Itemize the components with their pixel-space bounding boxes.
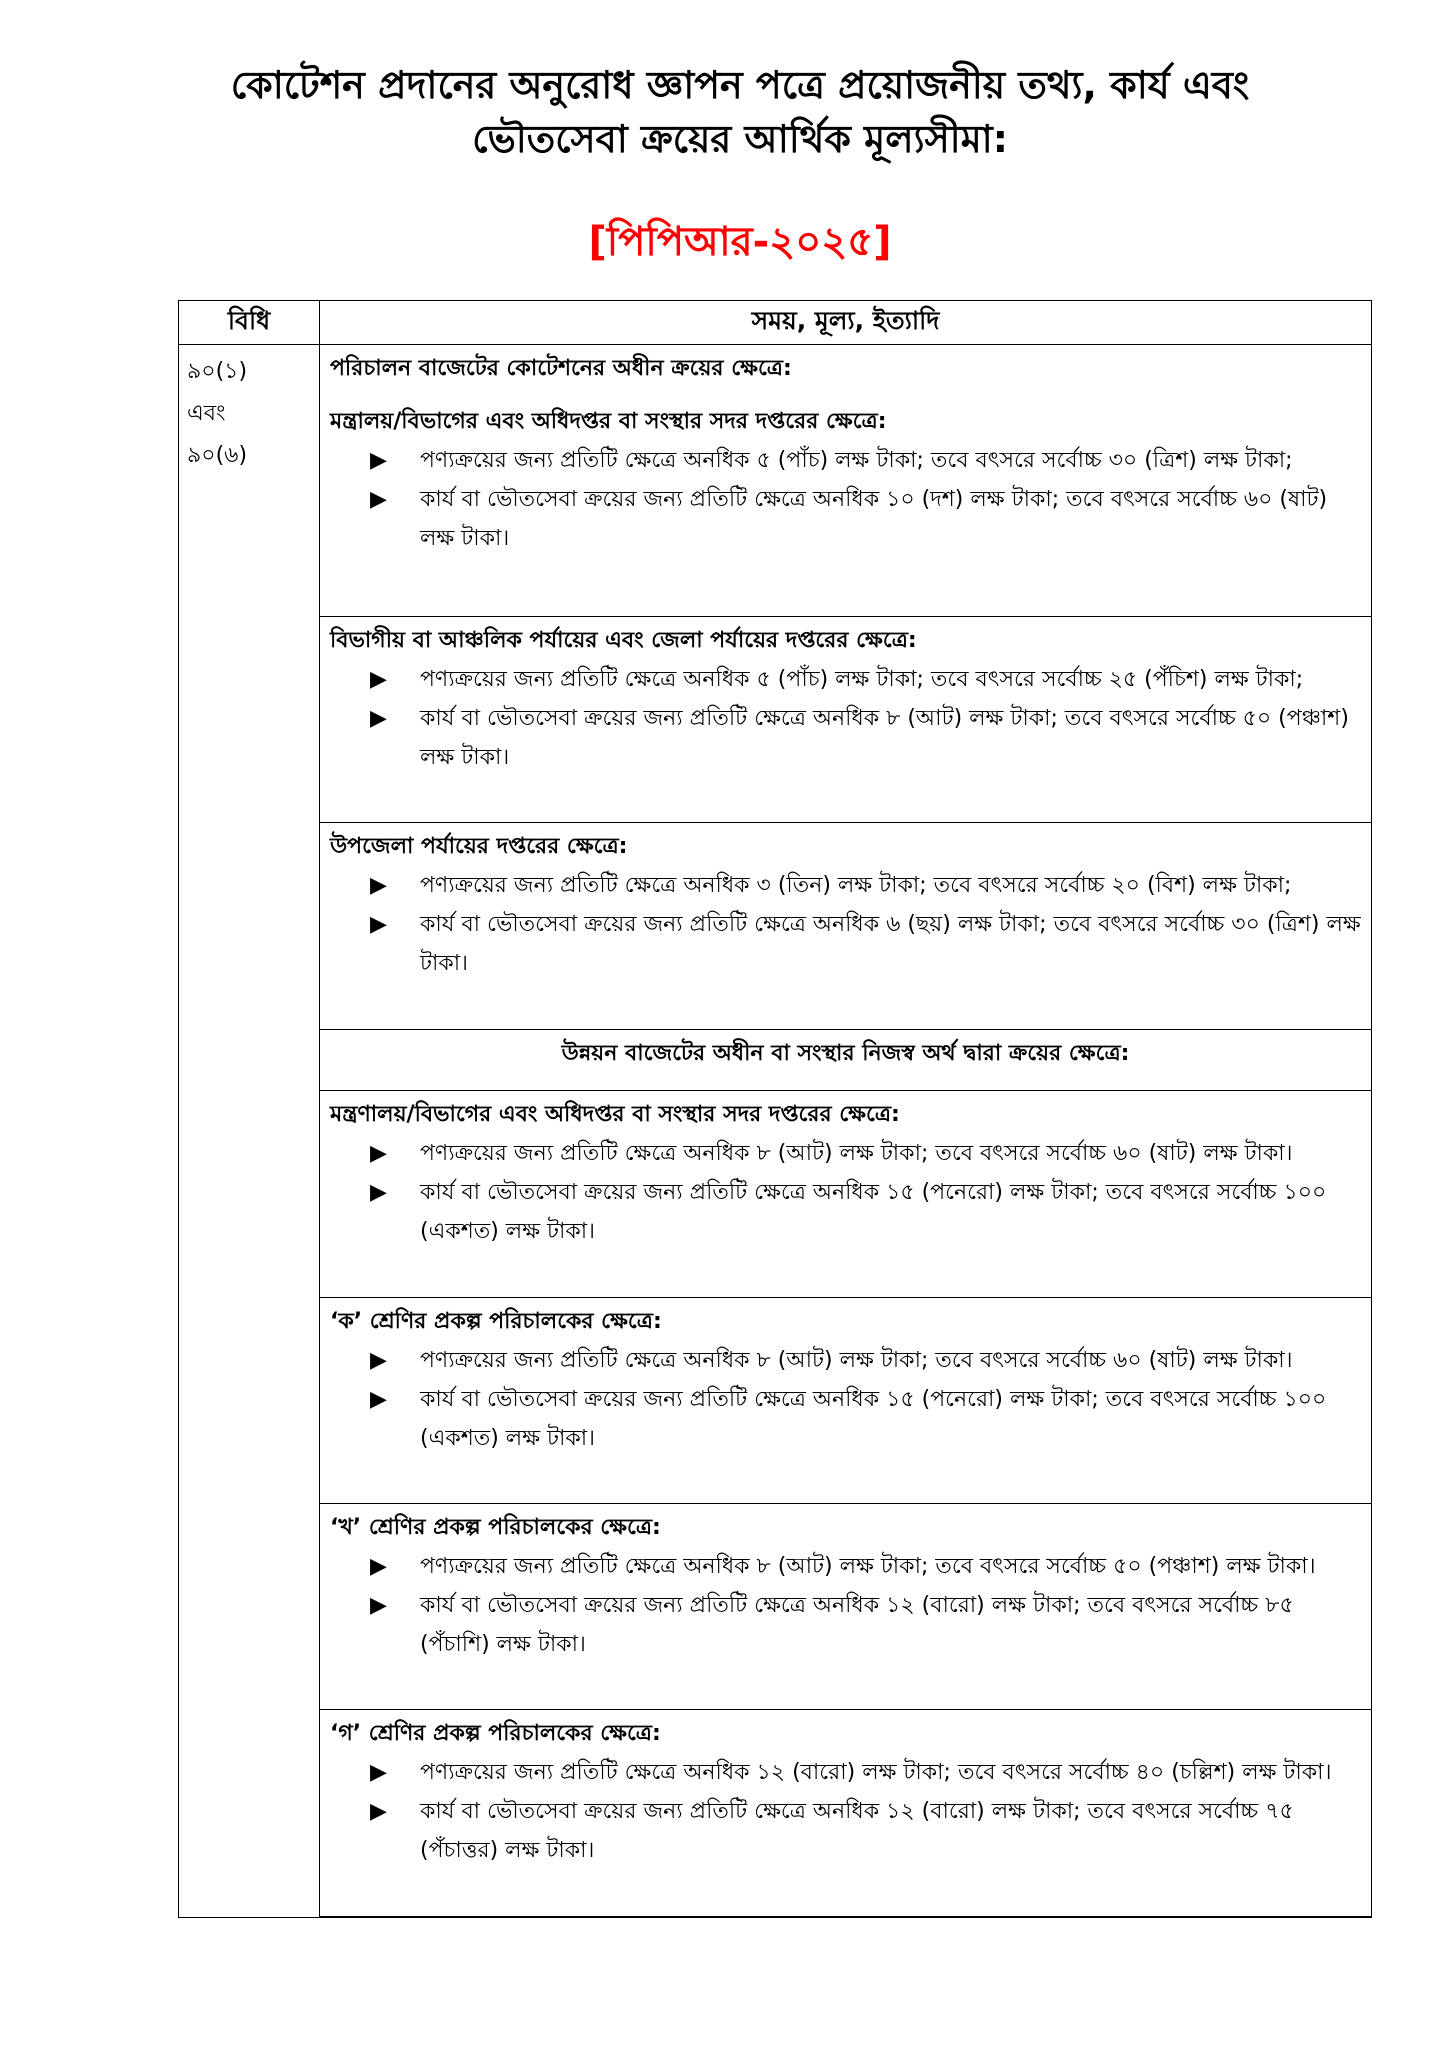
list-item: [370, 866, 1361, 905]
rule-ref-line: এবং: [187, 401, 226, 426]
right-triangle-icon: ▶: [370, 1347, 387, 1373]
bullet-list: [330, 1134, 1361, 1251]
section-cell: [320, 1710, 1372, 1916]
list-item: [370, 1586, 1361, 1664]
list-item-text: কার্য বা ভৌতসেবা ক্রয়ের জন্য প্রতিটি ক্ষেত্রে অনধিক ১৫ (পনেরো) লক্ষ টাকা; তবে বৎসরে সর্বোচ্চ ১০০ (একশত) লক্ষ টাকা।: [420, 1180, 1327, 1245]
section-cell: [320, 345, 1372, 617]
rule-ref-line: ৯০(৬): [187, 443, 248, 468]
bullet-list: [330, 660, 1361, 777]
list-item: [370, 441, 1361, 480]
list-item-text: কার্য বা ভৌতসেবা ক্রয়ের জন্য প্রতিটি ক্ষেত্রে অনধিক ১২ (বারো) লক্ষ টাকা; তবে বৎসরে সর্বোচ্চ ৮৫ (পঁচাশি) লক্ষ টাকা।: [420, 1593, 1294, 1657]
section-title: মন্ত্রণালয়/বিভাগের এবং অধিদপ্তর বা সংস্থার সদর দপ্তরের ক্ষেত্রে:: [330, 1102, 900, 1128]
right-triangle-icon: ▶: [370, 1593, 387, 1618]
bullet-list: [330, 441, 1361, 558]
list-item-text: পণ্যক্রয়ের জন্য প্রতিটি ক্ষেত্রে অনধিক ৮ (আট) লক্ষ টাকা; তবে বৎসরে সর্বোচ্চ ৬০ (ষাট) লক্ষ টাকা।: [420, 1141, 1293, 1167]
section-title: ‘গ’ শ্রেণির প্রকল্প পরিচালকের ক্ষেত্রে:: [330, 1721, 661, 1747]
list-item-text: কার্য বা ভৌতসেবা ক্রয়ের জন্য প্রতিটি ক্ষেত্রে অনধিক ৮ (আট) লক্ষ টাকা; তবে বৎসরে সর্বোচ্চ ৫০ (পঞ্চাশ) লক্ষ টাকা।: [420, 705, 1349, 770]
list-item-text: পণ্যক্রয়ের জন্য প্রতিটি ক্ষেত্রে অনধিক ৫ (পাঁচ) লক্ষ টাকা; তবে বৎসরে সর্বোচ্চ ৩০ (ত্রিশ) লক্ষ টাকা;: [420, 448, 1293, 473]
bullet-list: [330, 1753, 1361, 1870]
list-item-text: পণ্যক্রয়ের জন্য প্রতিটি ক্ষেত্রে অনধিক ৫ (পাঁচ) লক্ষ টাকা; তবে বৎসরে সর্বোচ্চ ২৫ (পঁচিশ) লক্ষ টাকা;: [420, 666, 1304, 692]
bullet-list: [330, 1547, 1361, 1664]
list-item: [370, 480, 1361, 558]
procurement-limits-table: [178, 300, 1372, 1918]
list-item-text: কার্য বা ভৌতসেবা ক্রয়ের জন্য প্রতিটি ক্ষেত্রে অনধিক ৬ (ছয়) লক্ষ টাকা; তবে বৎসরে সর্বোচ্চ ৩০ (ত্রিশ) লক্ষ টাকা।: [420, 912, 1361, 977]
right-triangle-icon: ▶: [370, 1386, 387, 1412]
table-header-row: [179, 301, 1372, 345]
right-triangle-icon: ▶: [370, 873, 387, 899]
list-item-text: পণ্যক্রয়ের জন্য প্রতিটি ক্ষেত্রে অনধিক ১২ (বারো) লক্ষ টাকা; তবে বৎসরে সর্বোচ্চ ৪০ (চল্লিশ) লক্ষ টাকা।: [420, 1760, 1332, 1786]
list-item-text: পণ্যক্রয়ের জন্য প্রতিটি ক্ষেত্রে অনধিক ৮ (আট) লক্ষ টাকা; তবে বৎসরে সর্বোচ্চ ৬০ (ষাট) লক্ষ টাকা।: [420, 1347, 1293, 1373]
list-item: [370, 660, 1361, 699]
table-row: [179, 345, 1372, 617]
bullet-list: [330, 1341, 1361, 1458]
bullet-list: [330, 866, 1361, 983]
section-title: উপজেলা পর্যায়ের দপ্তরের ক্ষেত্রে:: [330, 834, 628, 860]
right-triangle-icon: ▶: [370, 1760, 387, 1786]
table-row: [179, 1297, 1372, 1503]
list-item: [370, 1134, 1361, 1173]
section-cell: [320, 823, 1372, 1029]
list-item: [370, 905, 1361, 983]
section-title: মন্ত্রালয়/বিভাগের এবং অধিদপ্তর বা সংস্থার সদর দপ্তরের ক্ষেত্রে:: [330, 409, 887, 434]
empty-cell: [320, 1916, 1372, 1917]
right-triangle-icon: ▶: [370, 1180, 387, 1206]
document-subtitle: [পিপিআর-২০২৫]: [588, 219, 892, 265]
right-triangle-icon: ▶: [370, 666, 387, 692]
right-triangle-icon: ▶: [370, 912, 387, 938]
section-title: ‘খ’ শ্রেণির প্রকল্প পরিচালকের ক্ষেত্রে:: [330, 1515, 661, 1540]
section-title: ‘ক’ শ্রেণির প্রকল্প পরিচালকের ক্ষেত্রে:: [330, 1308, 662, 1334]
development-heading-cell: [320, 1029, 1372, 1091]
list-item: [370, 1173, 1361, 1251]
table-row: [179, 1091, 1372, 1297]
section-cell: [320, 616, 1372, 822]
table-row: [179, 823, 1372, 1029]
document-title: কোটেশন প্রদানের অনুরোধ জ্ঞাপন পত্রে প্রয়োজনীয় তথ্য, কার্য এবং ভৌতসেবা ক্রয়ের আর্থিক মূল্যসীমা:: [230, 63, 1250, 161]
list-item-text: পণ্যক্রয়ের জন্য প্রতিটি ক্ষেত্রে অনধিক ৮ (আট) লক্ষ টাকা; তবে বৎসরে সর্বোচ্চ ৫০ (পঞ্চাশ) লক্ষ টাকা।: [420, 1554, 1316, 1579]
rule-reference-cell: [179, 345, 320, 1918]
table-row: [179, 1710, 1372, 1916]
list-item: [370, 1547, 1361, 1586]
right-triangle-icon: ▶: [370, 705, 387, 731]
development-budget-heading: উন্নয়ন বাজেটের অধীন বা সংস্থার নিজস্ব অর্থ দ্বারা ক্রয়ের ক্ষেত্রে:: [561, 1040, 1130, 1066]
list-item-text: কার্য বা ভৌতসেবা ক্রয়ের জন্য প্রতিটি ক্ষেত্রে অনধিক ১০ (দশ) লক্ষ টাকা; তবে বৎসরে সর্বোচ্চ ৬০ (ষাট) লক্ষ টাকা।: [420, 487, 1328, 551]
header-details: সময়, মূল্য, ইত্যাদি: [320, 301, 1372, 345]
right-triangle-icon: ▶: [370, 1141, 387, 1167]
list-item-text: পণ্যক্রয়ের জন্য প্রতিটি ক্ষেত্রে অনধিক ৩ (তিন) লক্ষ টাকা; তবে বৎসরে সর্বোচ্চ ২০ (বিশ) লক্ষ টাকা;: [420, 873, 1292, 899]
list-item-text: কার্য বা ভৌতসেবা ক্রয়ের জন্য প্রতিটি ক্ষেত্রে অনধিক ১৫ (পনেরো) লক্ষ টাকা; তবে বৎসরে সর্বোচ্চ ১০০ (একশত) লক্ষ টাকা।: [420, 1386, 1327, 1451]
section-cell: [320, 1091, 1372, 1297]
list-item: [370, 699, 1361, 777]
list-item: [370, 1341, 1361, 1380]
right-triangle-icon: ▶: [370, 448, 387, 473]
list-item: [370, 1753, 1361, 1792]
operating-budget-intro: পরিচালন বাজেটের কোটেশনের অধীন ক্রয়ের ক্ষেত্রে:: [330, 356, 792, 381]
table-row: [179, 1916, 1372, 1917]
section-cell: [320, 1297, 1372, 1503]
rule-ref-line: ৯০(১): [187, 359, 248, 384]
header-rule: বিধি: [179, 301, 320, 345]
list-item: [370, 1792, 1361, 1870]
section-title: বিভাগীয় বা আঞ্চলিক পর্যায়ের এবং জেলা পর্যায়ের দপ্তরের ক্ষেত্রে:: [330, 627, 917, 653]
list-item-text: কার্য বা ভৌতসেবা ক্রয়ের জন্য প্রতিটি ক্ষেত্রে অনধিক ১২ (বারো) লক্ষ টাকা; তবে বৎসরে সর্বোচ্চ ৭৫ (পঁচাত্তর) লক্ষ টাকা।: [420, 1799, 1294, 1864]
right-triangle-icon: ▶: [370, 1799, 387, 1825]
table-row: [179, 1029, 1372, 1091]
section-cell: [320, 1504, 1372, 1710]
table-row: [179, 1504, 1372, 1710]
list-item: [370, 1380, 1361, 1458]
table-row: [179, 616, 1372, 822]
right-triangle-icon: ▶: [370, 487, 387, 512]
right-triangle-icon: ▶: [370, 1554, 387, 1579]
